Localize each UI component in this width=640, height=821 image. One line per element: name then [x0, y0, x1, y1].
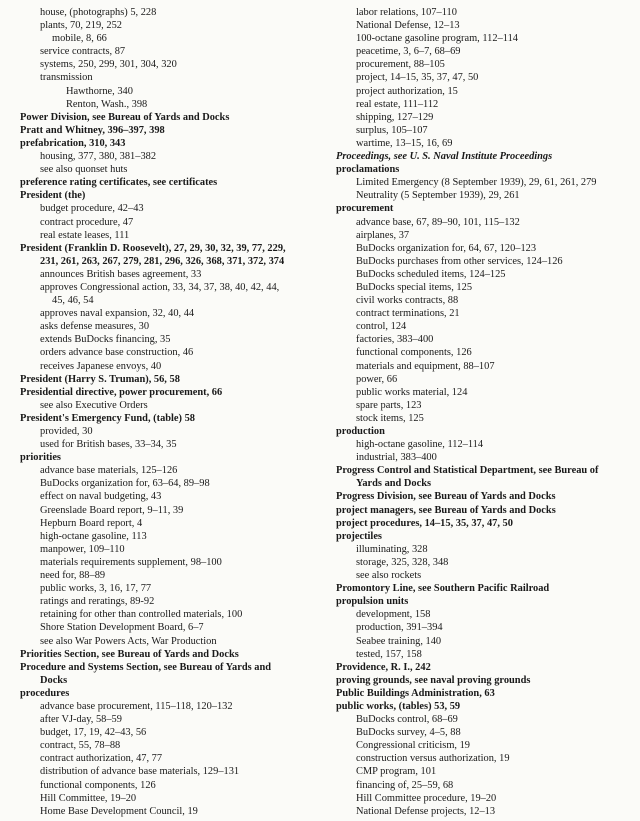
index-entry: proving grounds, see naval proving grounds [336, 674, 531, 686]
index-subentry: BuDocks organization for, 63–64, 89–98 [40, 478, 210, 490]
index-subentry: industrial, 383–400 [356, 452, 437, 464]
index-subentry: Hepburn Board report, 4 [40, 517, 143, 529]
index-entry-continuation: Docks [40, 674, 68, 686]
index-subentry: mobile, 8, 66 [52, 33, 107, 45]
index-subentry: functional components, 126 [40, 779, 156, 791]
index-subentry: functional components, 126 [356, 347, 472, 359]
index-entry: President (the) [20, 190, 86, 202]
index-subentry: contract procedure, 47 [40, 216, 134, 228]
index-subentry: project, 14–15, 35, 37, 47, 50 [356, 72, 479, 84]
index-subentry: Renton, Wash., 398 [66, 98, 148, 110]
index-subentry: contract terminations, 21 [356, 308, 460, 320]
index-subentry: control, 124 [356, 321, 407, 333]
index-subentry: Home Base Development Council, 19 [40, 805, 198, 817]
index-subentry: BuDocks scheduled items, 124–125 [356, 268, 506, 280]
index-entry: project procedures, 14–15, 35, 37, 47, 50 [336, 517, 513, 529]
index-subentry: factories, 383–400 [356, 334, 434, 346]
index-subentry: announces British bases agreement, 33 [40, 268, 202, 280]
index-subentry: National Defense, 12–13 [356, 20, 460, 32]
index-subentry: Hill Committee, 19–20 [40, 792, 137, 804]
index-subentry: Shore Station Development Board, 6–7 [40, 622, 204, 634]
index-entry: President (Harry S. Truman), 56, 58 [20, 373, 180, 385]
index-subentry: retaining for other than controlled materials, 100 [40, 609, 243, 621]
index-entry: proclamations [336, 164, 400, 176]
index-subentry: project authorization, 15 [356, 85, 458, 97]
index-subentry: high-octane gasoline, 113 [40, 530, 147, 542]
index-entry: prefabrication, 310, 343 [20, 137, 126, 149]
index-subentry: transmission [40, 72, 93, 84]
index-subentry: ratings and reratings, 89-92 [40, 596, 155, 608]
index-subentry: distribution of advance base materials, 129–131 [40, 766, 240, 778]
index-subentry: peacetime, 3, 6–7, 68–69 [356, 46, 461, 58]
index-entry: production [336, 426, 385, 437]
index-subentry: 100-octane gasoline program, 112–114 [356, 33, 518, 45]
index-subentry: effect on naval budgeting, 43 [40, 491, 162, 503]
index-entry: Power Division, see Bureau of Yards and Docks [20, 111, 230, 123]
index-subentry: service contracts, 87 [40, 46, 126, 58]
index-entry: Progress Division, see Bureau of Yards and Docks [336, 491, 556, 503]
index-entry: Procedure and Systems Section, see Bureau of Yards and [20, 661, 272, 673]
index-subentry: contract authorization, 47, 77 [40, 753, 163, 765]
index-subentry: high-octane gasoline, 112–114 [356, 439, 484, 451]
index-subentry: advance base procurement, 115–118, 120–132 [40, 700, 233, 712]
index-subentry: real estate, 111–112 [356, 98, 439, 110]
index-subentry: Hawthorne, 340 [66, 85, 133, 97]
index-subentry: power, 66 [356, 373, 398, 385]
index-subentry: BuDocks survey, 4–5, 88 [356, 727, 461, 739]
index-subentry: systems, 250, 299, 301, 304, 320 [40, 59, 177, 71]
index-subentry: procurement, 88–105 [356, 59, 445, 71]
index-subentry: housing, 377, 380, 381–382 [40, 151, 157, 163]
index-entry: procurement [336, 203, 394, 215]
index-entry: Public Buildings Administration, 63 [336, 687, 495, 699]
index-subentry: BuDocks control, 68–69 [356, 714, 458, 726]
index-subentry: National Defense projects, 12–13 [356, 805, 496, 817]
index-subentry: production, 391–394 [356, 622, 443, 634]
index-entry: projectiles [336, 530, 382, 542]
index-entry: Progress Control and Statistical Department, see Bureau of [336, 465, 599, 477]
index-entry: President (Franklin D. Roosevelt), 27, 29, 30, 32, 39, 77, 229, [20, 242, 286, 254]
index-column-left [20, 6, 320, 818]
index-subentry: BuDocks special items, 125 [356, 281, 473, 293]
index-subentry: Limited Emergency (8 September 1939), 29, 61, 261, 279 [356, 177, 597, 189]
index-subentry: extends BuDocks financing, 35 [40, 334, 171, 346]
index-entry: Proceedings, see U. S. Naval Institute Proceedings [336, 151, 553, 163]
index-subentry: provided, 30 [40, 426, 93, 437]
index-entry: propulsion units [336, 596, 409, 608]
index-subentry: 45, 46, 54 [52, 295, 94, 307]
index-subentry: spare parts, 123 [356, 399, 422, 411]
index-entry: Providence, R. I., 242 [336, 661, 431, 673]
index-subentry: budget, 17, 19, 42–43, 56 [40, 727, 147, 739]
index-subentry: development, 158 [356, 609, 431, 621]
index-subentry: Neutrality (5 September 1939), 29, 261 [356, 190, 520, 202]
index-entry-continuation: 231, 261, 263, 267, 279, 281, 296, 326, 368, 371, 372, 374 [40, 255, 285, 267]
index-subentry: budget procedure, 42–43 [40, 203, 144, 215]
index-entry: Priorities Section, see Bureau of Yards and Docks [20, 648, 239, 660]
index-subentry: CMP program, 101 [356, 766, 437, 778]
index-subentry: approves naval expansion, 32, 40, 44 [40, 308, 195, 320]
index-subentry: see also Executive Orders [40, 399, 148, 411]
index-subentry: financing of, 25–59, 68 [356, 779, 454, 791]
index-subentry: illuminating, 328 [356, 543, 428, 555]
index-subentry: BuDocks purchases from other services, 124–126 [356, 255, 563, 267]
index-subentry: house, (photographs) 5, 228 [40, 7, 157, 18]
index-subentry: materials requirements supplement, 98–100 [40, 556, 222, 568]
index-subentry: plants, 70, 219, 252 [40, 20, 122, 32]
index-entry: priorities [20, 452, 61, 464]
index-subentry: contract, 55, 78–88 [40, 740, 121, 752]
index-subentry: see also War Powers Acts, War Production [40, 635, 217, 647]
index-subentry: orders advance base construction, 46 [40, 347, 194, 359]
index-subentry: civil works contracts, 88 [356, 295, 459, 307]
index-entry: public works, (tables) 53, 59 [336, 700, 461, 712]
index-entry: Pratt and Whitney, 396–397, 398 [20, 124, 165, 136]
index-subentry: see also rockets [356, 570, 422, 582]
index-subentry: public works, 3, 16, 17, 77 [40, 583, 152, 595]
index-subentry: see also quonset huts [40, 164, 128, 176]
index-subentry: Hill Committee procedure, 19–20 [356, 792, 497, 804]
index-subentry: stock items, 125 [356, 412, 424, 424]
index-subentry: materials and equipment, 88–107 [356, 360, 495, 372]
index-entry: project managers, see Bureau of Yards and Docks [336, 504, 556, 516]
index-subentry: real estate leases, 111 [40, 229, 130, 241]
index-subentry: advance base materials, 125–126 [40, 465, 178, 477]
index-subentry: manpower, 109–110 [40, 543, 125, 555]
index-subentry: receives Japanese envoys, 40 [40, 360, 162, 372]
index-subentry: Congressional criticism, 19 [356, 740, 470, 752]
index-subentry: construction versus authorization, 19 [356, 753, 510, 765]
index-subentry: wartime, 13–15, 16, 69 [356, 137, 453, 149]
index-subentry: advance base, 67, 89–90, 101, 115–132 [356, 216, 520, 228]
index-subentry: need for, 88–89 [40, 570, 106, 582]
index-subentry: BuDocks organization for, 64, 67, 120–123 [356, 242, 537, 254]
index-entry: Presidential directive, power procurement, 66 [20, 386, 223, 398]
index-column-right [336, 6, 632, 818]
index-entry: President's Emergency Fund, (table) 58 [20, 412, 195, 424]
index-subentry: labor relations, 107–110 [356, 7, 457, 18]
index-subentry: used for British bases, 33–34, 35 [40, 439, 177, 451]
index-subentry: airplanes, 37 [356, 229, 410, 241]
index-entry-continuation: Yards and Docks [356, 478, 432, 490]
index-subentry: approves Congressional action, 33, 34, 37, 38, 40, 42, 44, [40, 281, 280, 293]
index-subentry: Seabee training, 140 [356, 635, 442, 647]
index-subentry: surplus, 105–107 [356, 124, 428, 136]
index-subentry: tested, 157, 158 [356, 648, 422, 660]
index-subentry: public works material, 124 [356, 386, 468, 398]
index-subentry: storage, 325, 328, 348 [356, 556, 449, 568]
index-subentry: asks defense measures, 30 [40, 321, 150, 333]
index-entry: Promontory Line, see Southern Pacific Railroad [336, 583, 550, 595]
index-subentry: Greenslade Board report, 9–11, 39 [40, 504, 184, 516]
index-subentry: after VJ-day, 58–59 [40, 714, 122, 726]
index-entry: procedures [20, 687, 70, 699]
index-subentry: shipping, 127–129 [356, 111, 434, 123]
index-entry: preference rating certificates, see certificates [20, 177, 218, 189]
